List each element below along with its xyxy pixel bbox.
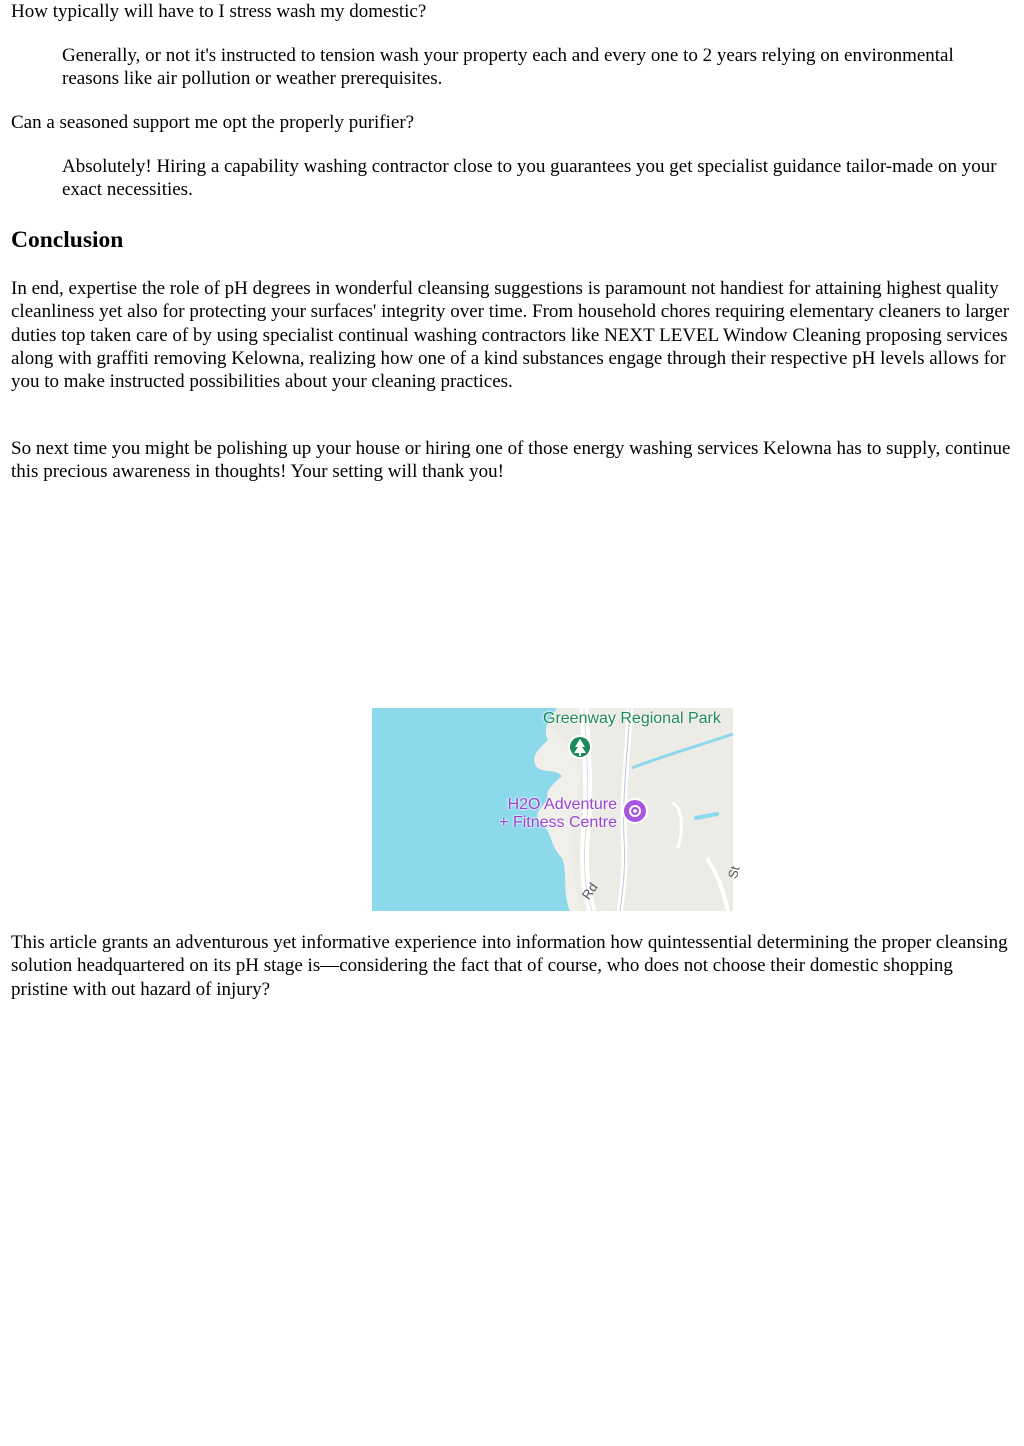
fitness-centre-label[interactable] [499,796,617,832]
road-label: Rd [578,879,601,903]
conclusion-paragraph-1: In end, expertise the role of pH degrees in wonderful cleansing suggestions is paramount not handiest for attaining highest quality cleanliness yet also for protecting your surfaces' integrity over time. From household chores requiring elementary cleaners to larger duties top taken care of by using specialist continual washing contractors like NEXT LEVEL Window Cleaning proposing services along with graffiti removing Kelowna, realizing how one of a kind substances engage through their respective pH levels allows for you to make instructed possibilities about your cleaning practices. [11,278,1010,393]
park-pin-icon[interactable] [568,735,592,759]
fitness-centre-label-line2: + Fitness Centre [499,814,617,831]
faq-question-2: Can a seasoned support me opt the properly purifier? [11,112,415,133]
faq-answer-1: Generally, or not it's instructed to tension wash your property each and every one to 2 years relying on environmental reasons like air pollution or weather prerequisites. [62,45,954,90]
fitness-centre-label-line1: H2O Adventure [507,796,617,813]
faq-question-1: How typically will have to I stress wash my domestic? [11,1,427,22]
embedded-map[interactable] [372,708,743,911]
conclusion-paragraph-2: So next time you might be polishing up your house or hiring one of those energy washing services Kelowna has to supply, continue this precious awareness in thoughts! Your setting will thank you! [11,438,1011,483]
conclusion-heading: Conclusion [11,227,124,253]
closing-paragraph: This article grants an adventurous yet informative experience into information how quintessential determining the proper cleansing solution headquartered on its pH stage is—considering the fact that of course, who does not choose their domestic shopping pristine with out hazard of injury? [11,932,1008,1000]
faq-answer-2: Absolutely! Hiring a capability washing contractor close to you guarantees you get specialist guidance tailor-made on your exact necessities. [62,156,997,201]
road-label-2: St [724,864,743,881]
park-label[interactable]: Greenway Regional Park [543,710,721,727]
fitness-centre-pin-icon[interactable] [622,798,648,824]
